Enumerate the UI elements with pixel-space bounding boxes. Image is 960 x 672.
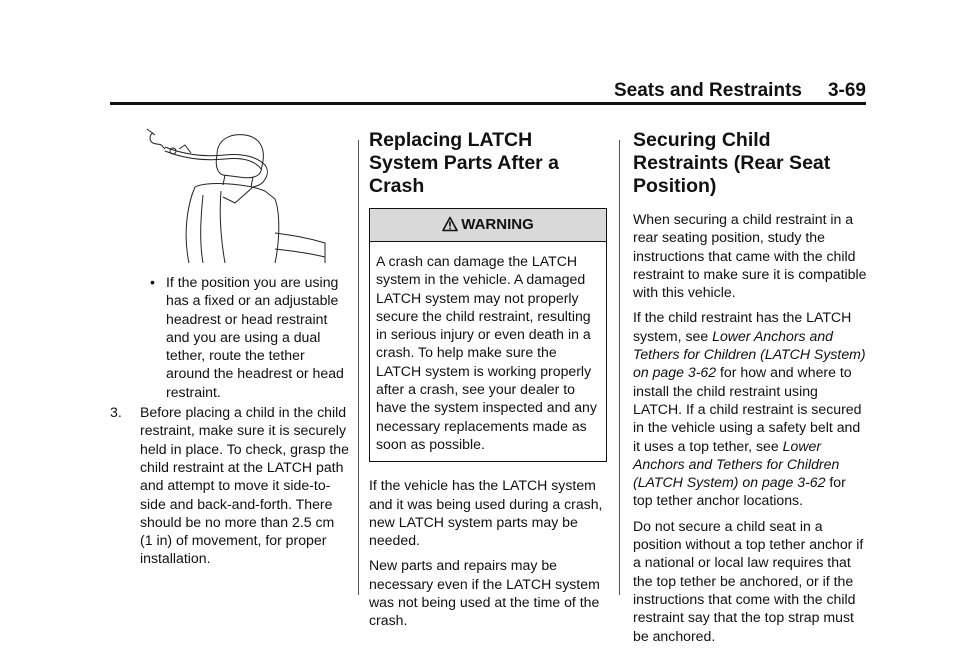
paragraph [633,308,869,509]
text-run: If the child restraint has the LATCH system, see [633,309,852,344]
page-number: 3-69 [827,80,866,101]
cross-reference-link[interactable]: Lower Anchors and Tethers for Children (LATCH System) on page 3-62 [633,437,840,491]
child-seat-tether-illustration [125,125,330,265]
paragraph: If the vehicle has the LATCH system and it was being used during a crash, new LATCH system parts may be needed. [369,477,603,549]
column-2 [369,125,607,630]
section-title-securing-child-restraints: Securing Child Restraints (Rear Seat Position) [633,129,831,197]
paragraph: When securing a child restraint in a rear seating position, study the instructions that came with the child restraint to make sure it is compatible with this vehicle. [633,211,867,301]
column-1 [110,125,350,568]
step-text: Before placing a child in the child restraint, make sure it is securely held in place. To check, grasp the child restraint at the LATCH path and attempt to move it side-to-side and back-and-forth. There should be no more than 2.5 cm (1 in) of movement, for proper installation. [140,404,349,567]
warning-box [369,208,607,462]
bullet-mark: • [150,274,155,290]
step-number: 3. [110,404,122,421]
running-header [110,80,866,102]
warning-header [370,209,606,242]
column-divider-1 [358,140,359,595]
column-3 [633,125,869,645]
bullet-text: If the position you are using has a fixed or an adjustable headrest or head restraint and you are using a dual tether, route the tether around the headrest or head restraint. [166,274,344,400]
warning-label: WARNING [461,216,534,233]
bullet-item [110,273,350,401]
warning-text: A crash can damage the LATCH system in the vehicle. A damaged LATCH system may not properly secure the child restraint, resulting in serious injury or even death in a crash. To help make sure the LATCH system is working properly after a crash, see your dealer to have the system inspected and any necessary replacements made as soon as possible. [376,253,597,452]
cross-reference-link[interactable]: Lower Anchors and Tethers for Children (LATCH System) on page 3-62 [633,327,866,381]
warning-triangle-icon [442,216,458,232]
header-rule [110,102,866,105]
section-title-replacing-latch: Replacing LATCH System Parts After a Crash [369,129,560,197]
chapter-title: Seats and Restraints [614,80,802,101]
paragraph: Do not secure a child seat in a position without a top tether anchor if a national or local law requires that the top tether be anchored, or if the instructions that come with the child restraint say that the top strap must be anchored. [633,517,864,644]
text-run: for top tether anchor locations. [633,474,846,509]
text-run: for how and where to install the child restraint using LATCH. If a child restraint is secured in the vehicle using a safety belt and it uses a top tether, see [633,364,862,454]
step-3 [110,403,350,568]
column-divider-2 [619,140,620,595]
paragraph: New parts and repairs may be necessary even if the LATCH system was not being used at the time of the crash. [369,557,600,629]
